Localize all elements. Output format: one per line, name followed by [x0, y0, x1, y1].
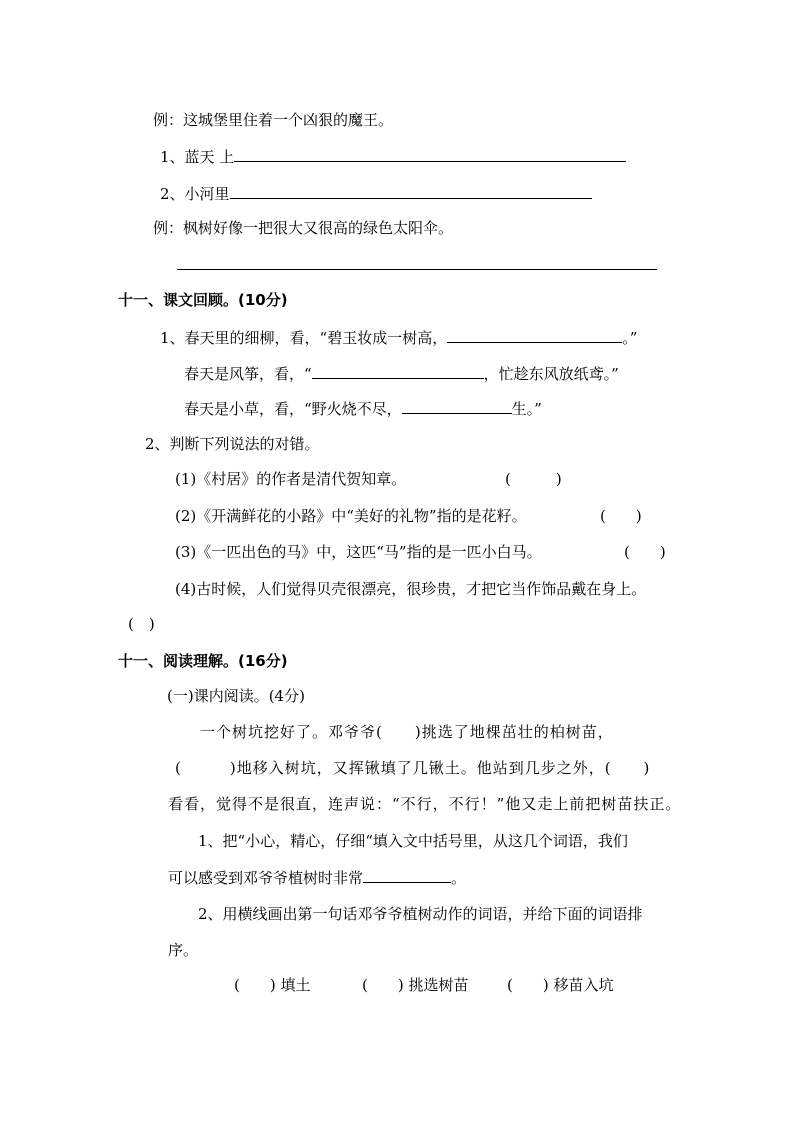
judge-paren-2[interactable]: ( ) — [600, 507, 642, 525]
review-q1-line2-text: 春天是风筝，看，“ — [184, 365, 312, 383]
review-q1-line2-end: ，忙趁东风放纸鸢。” — [483, 365, 619, 383]
reading-q2-line1: 2、用横线画出第一句话邓爷爷植树动作的词语，并给下面的词语排 — [198, 905, 643, 923]
section-heading-reading: 十一、阅读理解。(16分) — [118, 652, 288, 670]
order-item-1 — [234, 975, 311, 995]
order-item-3 — [507, 975, 614, 995]
reading-q2-line2: 序。 — [168, 941, 199, 959]
order-paren[interactable]: ( ) — [234, 976, 276, 994]
order-paren[interactable]: ( ) — [507, 976, 549, 994]
review-q1-line1 — [160, 327, 637, 348]
order-label: 挑选树苗 — [408, 976, 469, 994]
judge-item-text: (3)《一匹出色的马》中，这匹“马”指的是一匹小白马。 — [175, 543, 542, 561]
review-q2-title: 2、判断下列说法的对错。 — [145, 435, 320, 453]
reading-q1-line2-end: 。 — [451, 869, 467, 887]
answer-blank[interactable] — [312, 363, 484, 379]
judge-paren-3[interactable]: ( ) — [624, 543, 666, 561]
passage-line-3: 看看，觉得不是很直，连声说：“不行，不行！”他又走上前把树苗扶正。 — [168, 795, 682, 813]
review-q1-line3-end: 生。” — [511, 400, 542, 418]
reading-q1-line1: 1、把“小心，精心，仔细“填入文中括号里，从这几个词语，我们 — [198, 832, 628, 850]
exercise-item-1 — [160, 146, 626, 167]
example-sentence-2: 例：枫树好像一把很大又很高的绿色太阳伞。 — [153, 219, 454, 237]
answer-blank[interactable] — [402, 398, 512, 414]
judge-item-3 — [175, 542, 542, 562]
section-heading-review: 十一、课文回顾。(10分) — [118, 291, 288, 309]
order-label: 填土 — [280, 976, 311, 994]
answer-blank[interactable] — [447, 327, 622, 343]
judge-item-1 — [175, 469, 406, 489]
answer-blank[interactable] — [234, 146, 626, 162]
judge-paren-4[interactable]: ( ) — [128, 615, 155, 633]
review-q1-line3 — [184, 398, 542, 419]
judge-item-text: (2)《开满鲜花的小路》中“美好的礼物”指的是花籽。 — [175, 507, 527, 525]
exercise-item-1-label: 1、蓝天 上 — [160, 148, 235, 166]
judge-item-text: (4)古时候，人们觉得贝壳很漂亮，很珍贵，才把它当作饰品戴在身上。 — [175, 580, 647, 598]
order-paren[interactable]: ( ) — [362, 976, 404, 994]
answer-blank[interactable] — [363, 867, 451, 883]
review-q1-line3-text: 春天是小草，看，“野火烧不尽， — [184, 400, 402, 418]
judge-paren-1[interactable]: ( ) — [505, 470, 562, 488]
reading-subheading: (一)课内阅读。(4分) — [167, 687, 305, 705]
order-label: 移苗入坑 — [553, 976, 614, 994]
judge-item-text: (1)《村居》的作者是清代贺知章。 — [175, 470, 407, 488]
answer-line[interactable] — [177, 269, 657, 270]
review-q1-line1-text: 1、春天里的细柳，看，“碧玉妆成一树高， — [160, 329, 448, 347]
judge-item-2 — [175, 506, 527, 526]
review-q1-line1-end: 。” — [622, 329, 638, 347]
example-sentence-1: 例：这城堡里住着一个凶狠的魔王。 — [153, 111, 394, 129]
answer-blank[interactable] — [230, 183, 592, 199]
exercise-item-2 — [160, 183, 592, 204]
reading-q1-line2 — [168, 867, 466, 888]
reading-q1-line2-text: 可以感受到邓爷爷植树时非常 — [168, 869, 364, 887]
exercise-item-2-label: 2、小河里 — [160, 185, 230, 203]
review-q1-line2 — [184, 363, 619, 384]
passage-line-2: ( )地移入树坑，又挥锹填了几锹土。他站到几步之外，( ) — [175, 759, 651, 777]
order-item-2 — [362, 975, 469, 995]
judge-item-4 — [175, 579, 646, 599]
passage-line-1: 一个树坑挖好了。邓爷爷( )挑选了地棵茁壮的柏树苗， — [200, 723, 614, 741]
